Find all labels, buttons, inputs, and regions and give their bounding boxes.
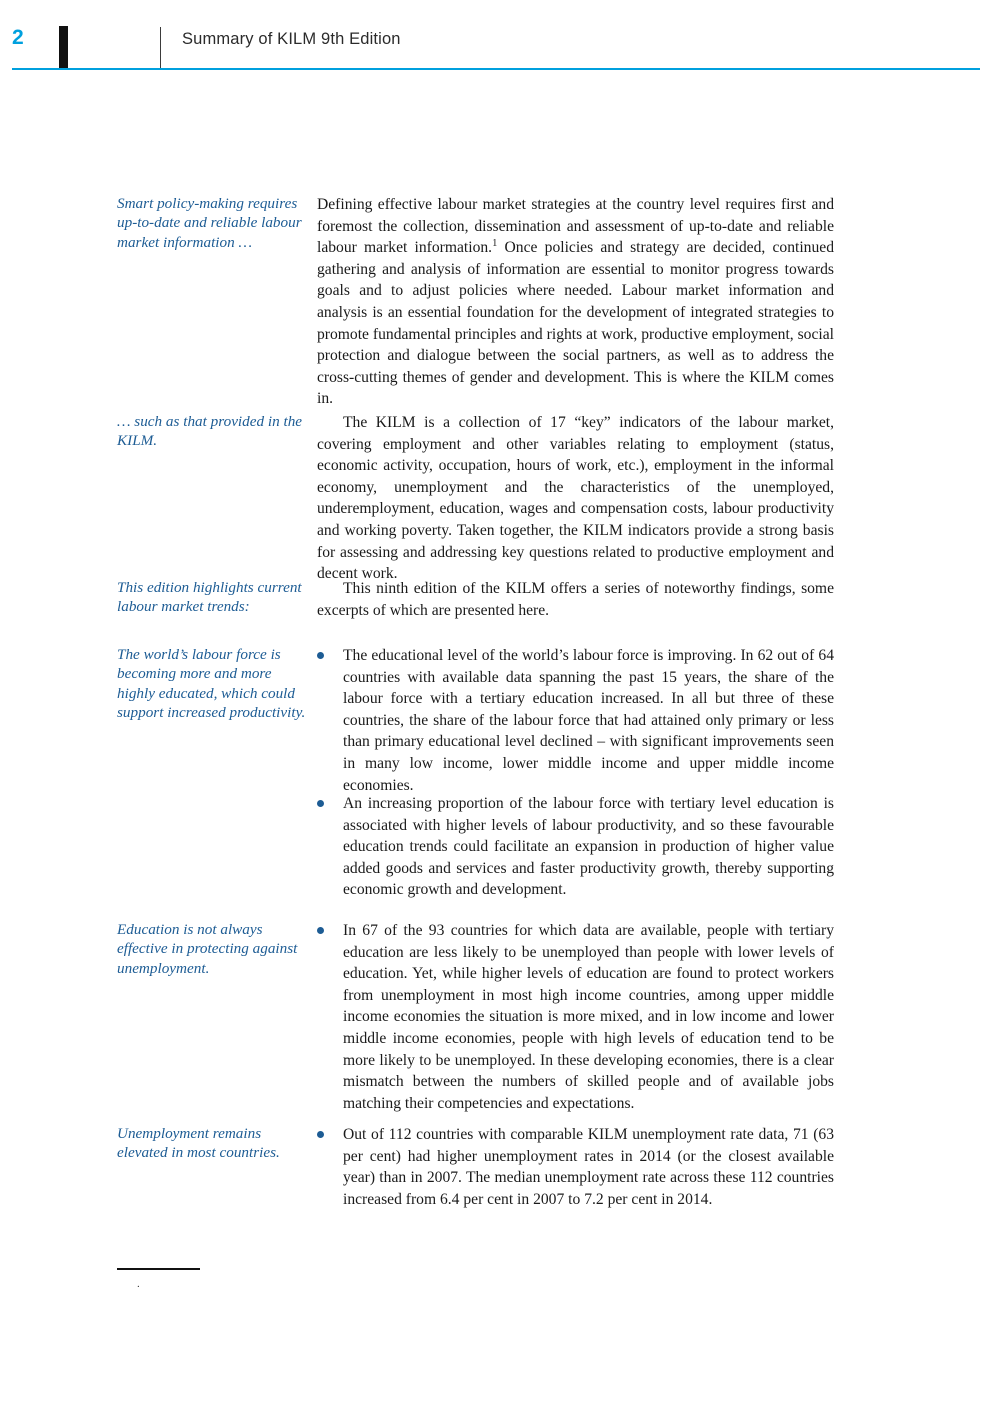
paragraph-defining-strategies bbox=[317, 194, 834, 410]
margin-note-edition-highlights: This edition highlights current labour market trends: bbox=[117, 579, 302, 616]
list-item-text: An increasing proportion of the labour force with tertiary level education is associated with higher levels of labour productivity, and so these favourable education trends could facilitate an expansion in production of higher value added goods and services and faster productivity growth, thereby supporting economic growth and development. bbox=[343, 795, 834, 899]
header-vertical-rule bbox=[160, 27, 161, 69]
paragraph-text-part-a: Defining effective labour market strategies at the country level requires first and foremost the collection, dissemination and assessment of up-to-date and reliable labour market information. bbox=[317, 196, 834, 257]
bullet-dot-icon bbox=[317, 800, 324, 807]
list-item-educational-level bbox=[317, 645, 834, 796]
list-item-tertiary-unemployment bbox=[317, 920, 834, 1114]
bullet-dot-icon bbox=[317, 927, 324, 934]
bullet-dot-icon bbox=[317, 1131, 324, 1138]
header-horizontal-rule bbox=[12, 68, 980, 70]
running-title: Summary of KILM 9th Edition bbox=[182, 30, 401, 48]
footnote-reference-1[interactable]: 1 bbox=[492, 238, 498, 249]
header-black-bar bbox=[59, 26, 68, 68]
margin-note-world-labour-force: The world’s labour force is becoming more and more highly educated, which could support increased productivity. bbox=[117, 646, 306, 722]
footnote-content: . bbox=[137, 1278, 140, 1290]
list-item-tertiary-productivity bbox=[317, 793, 834, 901]
list-item-text: Out of 112 countries with comparable KILM unemployment rate data, 71 (63 per cent) had higher unemployment rates in 2014 (or the closest available year) than in 2007. The median unemployment rate across these 112 countries increased from 6.4 per cent in 2007 to 7.2 per cent in 2014. bbox=[343, 1126, 834, 1208]
bullet-dot-icon bbox=[317, 652, 324, 659]
paragraph-ninth-edition: This ninth edition of the KILM offers a series of noteworthy findings, some excerpts of which are presented here. bbox=[317, 580, 834, 619]
list-item-text: The educational level of the world’s labour force is improving. In 62 out of 64 countries with available data spanning the past 15 years, the share of the labour force with a tertiary education increased. In all but three of these countries, the share of the labour force that had attained only primary or less than primary educational level declined – with significant improvements seen in many low income, lower middle income and upper middle income economies. bbox=[343, 647, 834, 794]
margin-note-education-unemployment: Education is not always effective in protecting against unemployment. bbox=[117, 921, 298, 977]
margin-note-smart-policy: Smart policy-making requires up-to-date and reliable labour market information … bbox=[117, 195, 302, 251]
paragraph-kilm-collection: The KILM is a collection of 17 “key” indicators of the labour market, covering employment and other variables relating to employment (status, economic activity, occupation, hours of work, etc.), employment in the informal economy, unemployment and the characteristics of the unemployed, underemployment, education, wages and compensation costs, labour productivity and working poverty. Taken together, the KILM indicators provide a strong basis for assessing and addressing key questions related to productive employment and decent work. bbox=[317, 414, 834, 583]
page-header bbox=[0, 0, 992, 76]
page-number: 2 bbox=[12, 26, 25, 49]
list-item-text: In 67 of the 93 countries for which data are available, people with tertiary education are less likely to be unemployed than people with lower levels of education. Yet, while higher levels of education are found to protect workers from unemployment in most high income countries, among upper middle income economies the situation is more mixed, and in low income and lower middle income economies, people with high levels of education tend to be more likely to be unemployed. In these developing economies, there is a clear mismatch between the numbers of skilled people and of available jobs matching their competencies and expectations. bbox=[343, 922, 834, 1112]
margin-note-such-as-kilm: … such as that provided in the KILM. bbox=[117, 413, 303, 450]
paragraph-text-part-b: Once policies and strategy are decided, continued gathering and analysis of information are essential to monitor progress towards goals and to adjust policies where needed. Labour market information and analysis is an essential foundation for the development of integrated strategies to promote fundamental principles and rights at work, productive employment, social protection and dialogue between the social partners, as well as to address the cross-cutting themes of gender and development. This is where the KILM comes in. bbox=[317, 239, 834, 408]
footnote-separator bbox=[117, 1268, 200, 1270]
list-item-unemployment-rates bbox=[317, 1124, 834, 1210]
margin-note-unemployment-elevated: Unemployment remains elevated in most countries. bbox=[117, 1125, 280, 1162]
